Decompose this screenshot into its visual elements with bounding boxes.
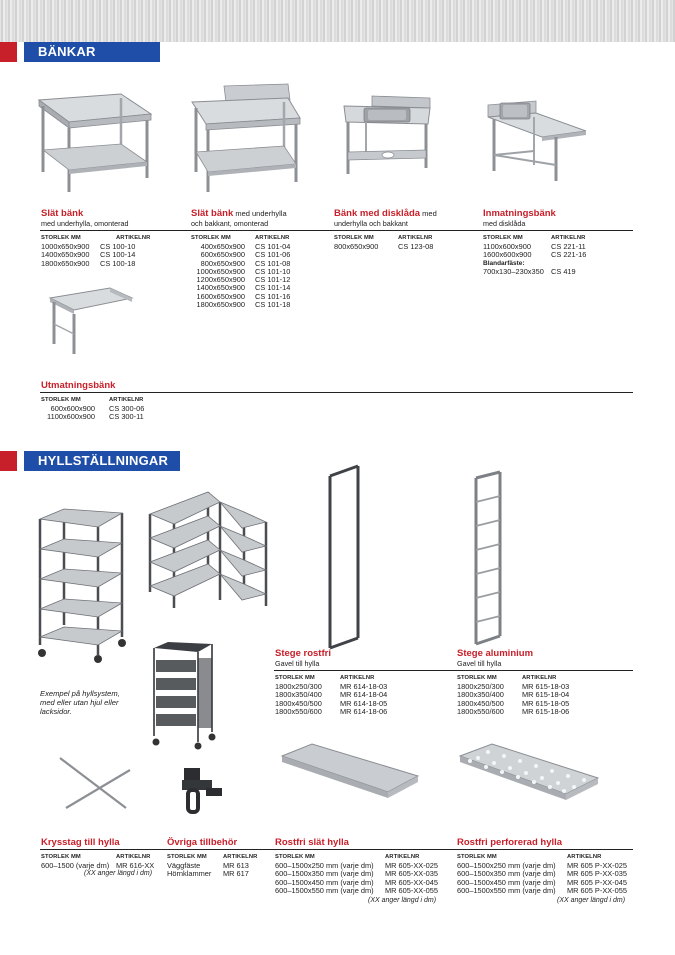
table-ovriga bbox=[167, 853, 257, 879]
col-header-size: STORLEK MM bbox=[483, 235, 523, 241]
table-row: 600–1500x450 mm (varje dm) MR 605-XX-045 bbox=[275, 877, 438, 887]
table-row: 1800x350/400 MR 615-18-04 bbox=[457, 690, 570, 700]
col-header-size: STORLEK MM bbox=[334, 235, 374, 241]
section-header-bankar bbox=[0, 42, 160, 62]
table-row: 600–1500x350 mm (varje dm) MR 605 P-XX-035 bbox=[457, 869, 627, 879]
product-bank-disklada bbox=[334, 208, 437, 228]
col-header-article: ARTIKELNR bbox=[385, 854, 420, 860]
divider bbox=[40, 849, 633, 850]
product-name: Inmatningsbänk bbox=[483, 208, 556, 219]
product-name: Utmatningsbänk bbox=[41, 380, 116, 391]
table-row: 700x130–230x350 CS 419 bbox=[483, 266, 576, 276]
table-perforerad-hylla bbox=[457, 853, 627, 895]
col-header-size: STORLEK MM bbox=[191, 235, 231, 241]
table-bank-disklada bbox=[334, 234, 433, 251]
table-stege-aluminium bbox=[457, 674, 569, 716]
table-row: 600–1500x250 mm (varje dm) MR 605 P-XX-025 bbox=[457, 861, 627, 870]
product-subtitle: underhylla och bakkant bbox=[334, 219, 408, 228]
table-row: 400x650x900 CS 101-04 bbox=[200, 242, 291, 251]
table-krysstag bbox=[41, 853, 154, 870]
product-name: Stege rostfri bbox=[275, 648, 331, 659]
table-row: 600x600x900 CS 300-06 bbox=[50, 404, 145, 413]
product-name: Rostfri perforerad hylla bbox=[457, 837, 563, 848]
product-name-suffix: med bbox=[420, 209, 437, 218]
table-slat-bank bbox=[41, 234, 150, 268]
col-header-size: STORLEK MM bbox=[167, 854, 207, 860]
table-row: 1800x450/500 MR 614-18-05 bbox=[275, 698, 388, 708]
divider bbox=[40, 230, 633, 231]
col-header-article: ARTIKELNR bbox=[522, 675, 557, 681]
table-row: 600–1500 (varje dm) MR 616-XX bbox=[41, 861, 155, 870]
table-row: 800x650x900 CS 123-08 bbox=[334, 242, 434, 251]
col-header-article: ARTIKELNR bbox=[223, 854, 258, 860]
product-slat-bank bbox=[41, 208, 129, 228]
col-header-article: ARTIKELNR bbox=[116, 854, 151, 860]
product-name: Övriga tillbehör bbox=[167, 837, 238, 848]
table-slat-hylla bbox=[275, 853, 438, 895]
length-note: (XX anger längd i dm) bbox=[368, 897, 437, 904]
section-marker bbox=[0, 451, 17, 471]
product-subtitle: med disklåda bbox=[483, 219, 526, 228]
product-utmatningsbank bbox=[41, 380, 115, 391]
col-header-size: STORLEK MM bbox=[275, 854, 315, 860]
table-row: 800x650x900 CS 101-08 bbox=[200, 258, 291, 268]
product-name: Slät bänk bbox=[191, 208, 234, 219]
product-stege-aluminium bbox=[457, 648, 533, 668]
product-subtitle: Gavel till hylla bbox=[457, 659, 502, 668]
table-row: 1800x450/500 MR 615-18-05 bbox=[457, 698, 570, 708]
stege-rostfri-image bbox=[322, 462, 362, 652]
table-row: 1400x650x900 CS 100-14 bbox=[41, 250, 136, 260]
table-row: 1400x650x900 CS 101-14 bbox=[196, 283, 291, 293]
slat-bank-image bbox=[35, 86, 155, 196]
table-row: 1100x600x900 CS 221-11 bbox=[483, 242, 586, 251]
col-header-article: ARTIKELNR bbox=[109, 397, 144, 403]
table-row: 1800x550/600 MR 615-18-06 bbox=[457, 706, 570, 716]
section-marker bbox=[0, 42, 17, 62]
col-header-article: ARTIKELNR bbox=[255, 235, 290, 241]
col-header-size: STORLEK MM bbox=[41, 235, 81, 241]
product-perforerad-hylla bbox=[457, 837, 562, 848]
table-row: 600–1500x550 mm (varje dm) MR 605-XX-055 bbox=[275, 885, 438, 895]
table-row: 1000x650x900 CS 100-10 bbox=[41, 242, 136, 251]
table-slat-bank-bakkant bbox=[191, 234, 290, 309]
cart-shelf-image bbox=[148, 640, 218, 750]
table-row: 1800x650x900 CS 100-18 bbox=[41, 258, 136, 268]
product-name: Stege aluminium bbox=[457, 648, 534, 659]
table-row: 1800x650x900 CS 101-18 bbox=[196, 300, 291, 310]
slat-hylla-image bbox=[280, 742, 420, 808]
bank-disklada-image bbox=[342, 96, 434, 180]
product-name: Rostfri slät hylla bbox=[275, 837, 349, 848]
hornklammer-image bbox=[178, 766, 226, 816]
corner-shelf-system-image bbox=[146, 482, 272, 612]
col-header-size: STORLEK MM bbox=[275, 675, 315, 681]
krysstag-image bbox=[58, 756, 132, 812]
col-header-article: ARTIKELNR bbox=[551, 235, 586, 241]
header-texture-band bbox=[0, 0, 675, 42]
shelf-system-caption: Exempel på hyllsystem, med eller utan hjul eller lacksidor. bbox=[40, 689, 120, 717]
table-row: 1600x650x900 CS 101-16 bbox=[196, 291, 291, 301]
table-row: 1600x600x900 CS 221-16 bbox=[483, 250, 587, 260]
table-row: Hörnklammer MR 617 bbox=[167, 869, 249, 879]
shelf-with-wheels-image bbox=[36, 505, 130, 663]
section-title-bankar: BÄNKAR bbox=[38, 44, 96, 59]
table-inmatningsbank bbox=[483, 234, 586, 276]
product-subtitle: Gavel till hylla bbox=[275, 659, 320, 668]
utmatningsbank-image bbox=[48, 284, 134, 356]
product-name-suffix: med underhylla bbox=[233, 209, 287, 218]
table-row: 1800x350/400 MR 614-18-04 bbox=[275, 690, 388, 700]
col-header-article: ARTIKELNR bbox=[340, 675, 375, 681]
col-header-article: ARTIKELNR bbox=[398, 235, 433, 241]
table-row: 1800x250/300 MR 614-18-03 bbox=[275, 682, 388, 691]
table-row: 1100x600x900 CS 300-11 bbox=[47, 412, 144, 422]
product-krysstag bbox=[41, 837, 120, 848]
product-subtitle: och bakkant, omonterad bbox=[191, 219, 269, 228]
slat-bank-bakkant-image bbox=[188, 86, 308, 198]
section-header-hyllstallningar bbox=[0, 451, 180, 471]
col-header-size: STORLEK MM bbox=[41, 397, 81, 403]
table-row: 600–1500x250 mm (varje dm) MR 605-XX-025 bbox=[275, 861, 438, 870]
col-header-size: STORLEK MM bbox=[457, 675, 497, 681]
length-note: (XX anger längd i dm) bbox=[84, 870, 153, 877]
product-slat-bank-bakkant bbox=[191, 208, 287, 228]
section-title-hyllstallningar: HYLLSTÄLLNINGAR bbox=[38, 453, 169, 468]
product-slat-hylla bbox=[275, 837, 349, 848]
table-utmatningsbank bbox=[41, 396, 144, 422]
length-note: (XX anger längd i dm) bbox=[557, 897, 626, 904]
product-name: Bänk med disklåda bbox=[334, 208, 421, 219]
table-row: 1000x650x900 CS 101-10 bbox=[196, 266, 291, 276]
table-row: 1800x550/600 MR 614-18-06 bbox=[275, 706, 388, 716]
stege-aluminium-image bbox=[468, 468, 508, 648]
perforerad-hylla-image bbox=[458, 742, 600, 810]
col-header-size: STORLEK MM bbox=[41, 854, 81, 860]
divider bbox=[274, 670, 633, 671]
col-header-article: ARTIKELNR bbox=[567, 854, 602, 860]
table-stege-rostfri bbox=[275, 674, 387, 716]
inmatningsbank-image bbox=[486, 95, 590, 183]
table-row: 600–1500x550 mm (varje dm) MR 605 P-XX-055 bbox=[457, 885, 627, 895]
product-ovriga bbox=[167, 837, 237, 848]
blandarfaste-label: Blandarfäste: bbox=[483, 259, 525, 267]
table-row: 1200x650x900 CS 101-12 bbox=[196, 275, 291, 285]
product-name: Krysstag till hylla bbox=[41, 837, 120, 848]
col-header-article: ARTIKELNR bbox=[116, 235, 151, 241]
product-inmatningsbank bbox=[483, 208, 556, 228]
product-subtitle: med underhylla, omonterad bbox=[41, 219, 129, 228]
product-stege-rostfri bbox=[275, 648, 331, 668]
table-row: Väggfäste MR 613 bbox=[167, 861, 249, 870]
table-row: 600x650x900 CS 101-06 bbox=[200, 250, 291, 260]
table-row: 600–1500x450 mm (varje dm) MR 605 P-XX-045 bbox=[457, 877, 627, 887]
product-name: Slät bänk bbox=[41, 208, 84, 219]
divider bbox=[40, 392, 633, 393]
table-row: 1800x250/300 MR 615-18-03 bbox=[457, 682, 570, 691]
col-header-size: STORLEK MM bbox=[457, 854, 497, 860]
table-row: 600–1500x350 mm (varje dm) MR 605-XX-035 bbox=[275, 869, 438, 879]
